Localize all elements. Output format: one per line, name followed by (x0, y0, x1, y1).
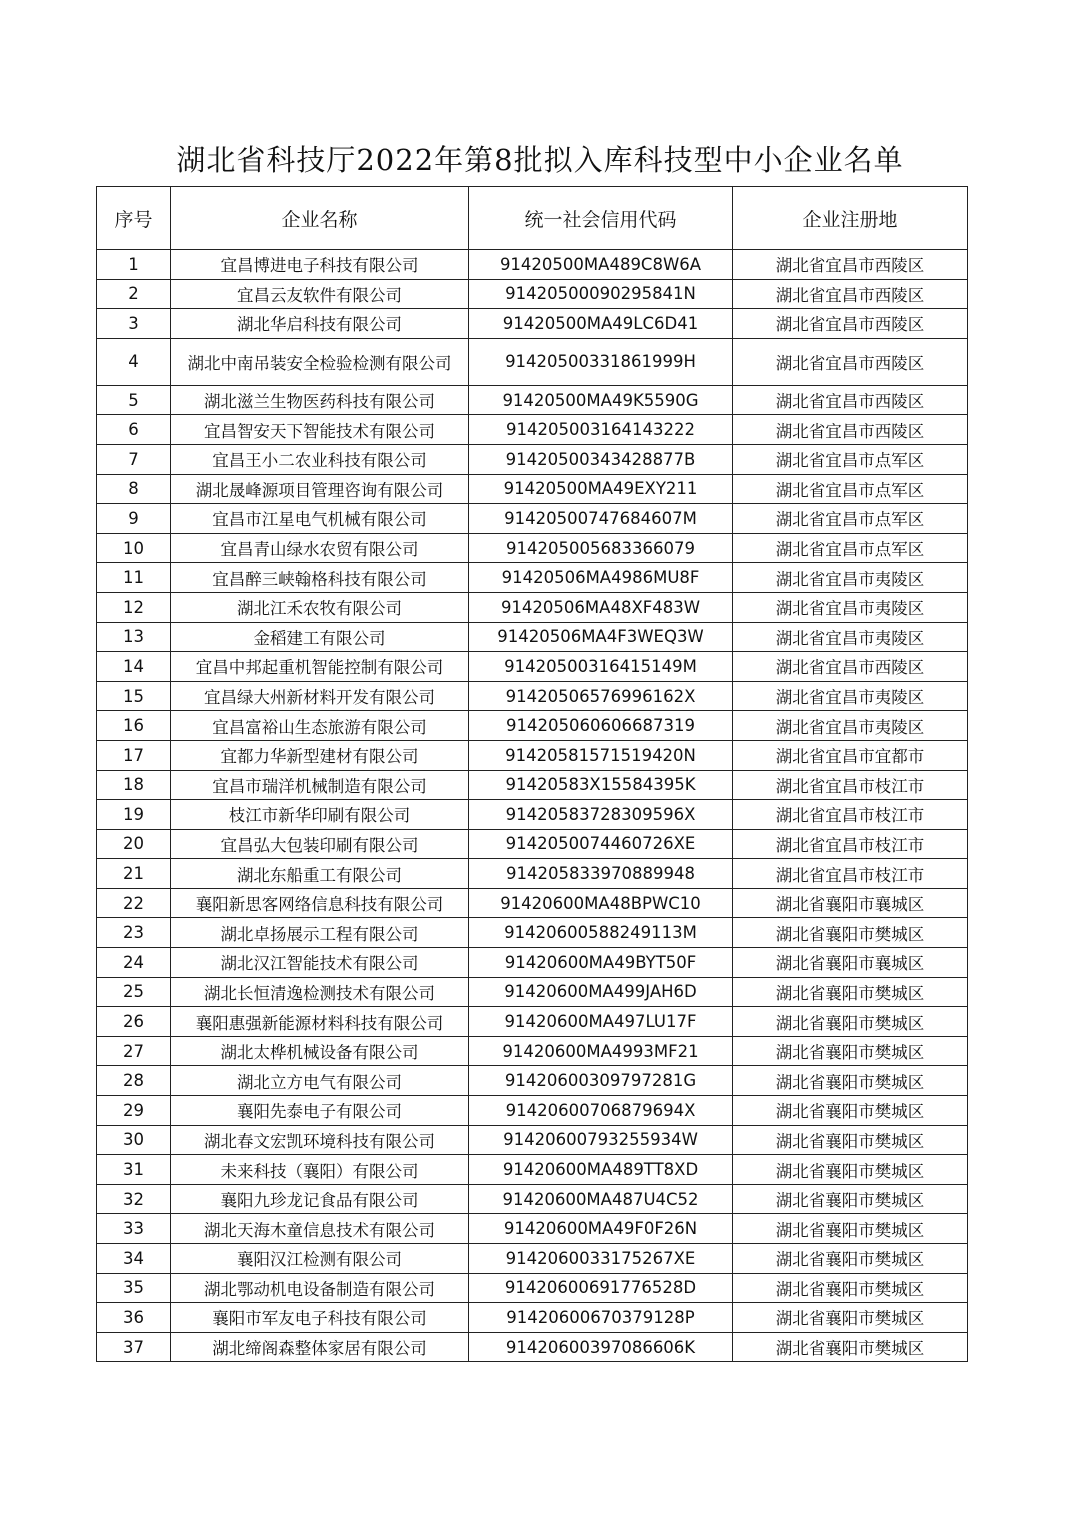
table-row (97, 1184, 968, 1214)
cell-code: 914205060606687319 (469, 711, 733, 741)
cell-name: 金稻建工有限公司 (171, 622, 469, 652)
table-row (97, 711, 968, 741)
cell-name: 襄阳新思客网络信息科技有限公司 (171, 888, 469, 918)
cell-name: 湖北缔阁森整体家居有限公司 (171, 1332, 469, 1362)
table-row (97, 1273, 968, 1303)
cell-region: 湖北省襄阳市樊城区 (733, 1066, 968, 1096)
cell-no: 1 (97, 250, 171, 280)
cell-name: 湖北天海木童信息技术有限公司 (171, 1214, 469, 1244)
cell-no: 9 (97, 504, 171, 534)
cell-no: 36 (97, 1303, 171, 1333)
cell-code: 91420600588249113M (469, 918, 733, 948)
cell-code: 91420600706879694X (469, 1096, 733, 1126)
cell-region: 湖北省襄阳市樊城区 (733, 1096, 968, 1126)
cell-code: 91420506MA4986MU8F (469, 563, 733, 593)
cell-no: 34 (97, 1244, 171, 1274)
cell-no: 15 (97, 681, 171, 711)
cell-region: 湖北省宜昌市枝江市 (733, 859, 968, 889)
cell-code: 91420600MA489TT8XD (469, 1155, 733, 1185)
cell-code: 91420600MA487U4C52 (469, 1184, 733, 1214)
cell-name: 湖北汉江智能技术有限公司 (171, 948, 469, 978)
table-body (97, 250, 968, 1362)
cell-region: 湖北省宜昌市西陵区 (733, 309, 968, 339)
cell-code: 91420600MA497LU17F (469, 1007, 733, 1037)
table-row (97, 740, 968, 770)
cell-code: 91420500MA489C8W6A (469, 250, 733, 280)
cell-name: 宜昌弘大包装印刷有限公司 (171, 829, 469, 859)
cell-code: 91420600670379128P (469, 1303, 733, 1333)
cell-name: 湖北华启科技有限公司 (171, 309, 469, 339)
table-row (97, 444, 968, 474)
cell-region: 湖北省襄阳市襄城区 (733, 948, 968, 978)
cell-no: 13 (97, 622, 171, 652)
cell-code: 91420500331861999H (469, 338, 733, 385)
cell-name: 湖北卓扬展示工程有限公司 (171, 918, 469, 948)
table-row (97, 888, 968, 918)
enterprise-table (96, 186, 968, 1362)
cell-region: 湖北省襄阳市樊城区 (733, 1332, 968, 1362)
cell-name: 湖北春文宏凯环境科技有限公司 (171, 1125, 469, 1155)
cell-code: 91420506576996162X (469, 681, 733, 711)
table-row (97, 1007, 968, 1037)
cell-name: 宜昌青山绿水农贸有限公司 (171, 533, 469, 563)
table-row (97, 250, 968, 280)
cell-name: 湖北长恒清逸检测技术有限公司 (171, 977, 469, 1007)
table-row (97, 338, 968, 385)
cell-no: 27 (97, 1036, 171, 1066)
cell-no: 6 (97, 415, 171, 445)
table-row (97, 800, 968, 830)
cell-code: 91420600691776528D (469, 1273, 733, 1303)
cell-no: 2 (97, 279, 171, 309)
cell-name: 湖北滋兰生物医药科技有限公司 (171, 385, 469, 415)
cell-region: 湖北省宜昌市西陵区 (733, 385, 968, 415)
table-row (97, 533, 968, 563)
cell-no: 7 (97, 444, 171, 474)
cell-code: 91420600793255934W (469, 1125, 733, 1155)
cell-name: 湖北晟峰源项目管理咨询有限公司 (171, 474, 469, 504)
cell-region: 湖北省襄阳市樊城区 (733, 1244, 968, 1274)
table-row (97, 1303, 968, 1333)
cell-no: 16 (97, 711, 171, 741)
cell-region: 湖北省宜昌市夷陵区 (733, 592, 968, 622)
cell-name: 湖北江禾农牧有限公司 (171, 592, 469, 622)
cell-code: 914205005683366079 (469, 533, 733, 563)
table-row (97, 563, 968, 593)
cell-code: 914205003164143222 (469, 415, 733, 445)
cell-no: 35 (97, 1273, 171, 1303)
cell-region: 湖北省宜昌市枝江市 (733, 770, 968, 800)
cell-code: 91420506MA4F3WEQ3W (469, 622, 733, 652)
cell-name: 宜都力华新型建材有限公司 (171, 740, 469, 770)
cell-name: 襄阳惠强新能源材料科技有限公司 (171, 1007, 469, 1037)
cell-region: 湖北省襄阳市樊城区 (733, 1184, 968, 1214)
cell-no: 19 (97, 800, 171, 830)
cell-code: 91420500747684607M (469, 504, 733, 534)
cell-no: 10 (97, 533, 171, 563)
cell-region: 湖北省宜昌市点军区 (733, 533, 968, 563)
cell-region: 湖北省宜昌市西陵区 (733, 415, 968, 445)
cell-region: 湖北省襄阳市樊城区 (733, 1036, 968, 1066)
cell-no: 28 (97, 1066, 171, 1096)
cell-region: 湖北省宜昌市西陵区 (733, 338, 968, 385)
cell-name: 襄阳先泰电子有限公司 (171, 1096, 469, 1126)
cell-code: 9142050074460726XE (469, 829, 733, 859)
cell-name: 湖北立方电气有限公司 (171, 1066, 469, 1096)
cell-name: 宜昌博进电子科技有限公司 (171, 250, 469, 280)
table-row (97, 1214, 968, 1244)
cell-name: 宜昌王小二农业科技有限公司 (171, 444, 469, 474)
cell-name: 湖北鄂动机电设备制造有限公司 (171, 1273, 469, 1303)
cell-code: 91420600309797281G (469, 1066, 733, 1096)
cell-region: 湖北省襄阳市樊城区 (733, 1214, 968, 1244)
cell-region: 湖北省宜昌市夷陵区 (733, 563, 968, 593)
cell-no: 29 (97, 1096, 171, 1126)
table-row (97, 1332, 968, 1362)
cell-region: 湖北省宜昌市夷陵区 (733, 711, 968, 741)
table-row (97, 504, 968, 534)
cell-no: 14 (97, 652, 171, 682)
cell-no: 33 (97, 1214, 171, 1244)
cell-code: 91420600MA49BYT50F (469, 948, 733, 978)
table-row (97, 681, 968, 711)
cell-no: 20 (97, 829, 171, 859)
cell-code: 91420600MA4993MF21 (469, 1036, 733, 1066)
cell-code: 91420600MA499JAH6D (469, 977, 733, 1007)
table-row (97, 592, 968, 622)
cell-name: 宜昌智安天下智能技术有限公司 (171, 415, 469, 445)
cell-no: 24 (97, 948, 171, 978)
cell-region: 湖北省襄阳市襄城区 (733, 888, 968, 918)
cell-no: 25 (97, 977, 171, 1007)
cell-code: 914205833970889948 (469, 859, 733, 889)
cell-region: 湖北省宜昌市点军区 (733, 474, 968, 504)
cell-region: 湖北省宜昌市夷陵区 (733, 622, 968, 652)
cell-region: 湖北省襄阳市樊城区 (733, 977, 968, 1007)
table-row (97, 1066, 968, 1096)
table-row (97, 977, 968, 1007)
cell-region: 湖北省襄阳市樊城区 (733, 1125, 968, 1155)
cell-name: 宜昌云友软件有限公司 (171, 279, 469, 309)
table-row (97, 474, 968, 504)
cell-region: 湖北省襄阳市樊城区 (733, 1155, 968, 1185)
cell-code: 91420500MA49K5590G (469, 385, 733, 415)
cell-code: 91420600397086606K (469, 1332, 733, 1362)
cell-region: 湖北省宜昌市宜都市 (733, 740, 968, 770)
cell-code: 9142060033175267XE (469, 1244, 733, 1274)
page-title: 湖北省科技厅2022年第8批拟入库科技型中小企业名单 (176, 143, 904, 177)
header-region: 企业注册地 (733, 187, 968, 250)
cell-no: 30 (97, 1125, 171, 1155)
cell-region: 湖北省宜昌市夷陵区 (733, 681, 968, 711)
cell-no: 32 (97, 1184, 171, 1214)
cell-no: 3 (97, 309, 171, 339)
cell-code: 91420500316415149M (469, 652, 733, 682)
cell-no: 8 (97, 474, 171, 504)
cell-code: 91420581571519420N (469, 740, 733, 770)
cell-no: 26 (97, 1007, 171, 1037)
table-row (97, 918, 968, 948)
table-row (97, 1244, 968, 1274)
cell-no: 23 (97, 918, 171, 948)
cell-code: 91420583728309596X (469, 800, 733, 830)
cell-name: 襄阳汉江检测有限公司 (171, 1244, 469, 1274)
cell-no: 17 (97, 740, 171, 770)
cell-code: 91420583X15584395K (469, 770, 733, 800)
cell-region: 湖北省宜昌市西陵区 (733, 652, 968, 682)
cell-name: 宜昌醉三峡翰格科技有限公司 (171, 563, 469, 593)
table-row (97, 652, 968, 682)
cell-name: 宜昌市江星电气机械有限公司 (171, 504, 469, 534)
cell-name: 宜昌绿大州新材料开发有限公司 (171, 681, 469, 711)
table-row (97, 279, 968, 309)
cell-region: 湖北省宜昌市枝江市 (733, 829, 968, 859)
cell-name: 湖北中南吊装安全检验检测有限公司 (171, 338, 469, 385)
cell-name: 宜昌中邦起重机智能控制有限公司 (171, 652, 469, 682)
cell-code: 91420600MA49F0F26N (469, 1214, 733, 1244)
cell-region: 湖北省宜昌市西陵区 (733, 279, 968, 309)
table-row (97, 770, 968, 800)
table-row (97, 948, 968, 978)
table-row (97, 1096, 968, 1126)
cell-name: 襄阳市军友电子科技有限公司 (171, 1303, 469, 1333)
table-row (97, 1125, 968, 1155)
cell-code: 91420500MA49EXY211 (469, 474, 733, 504)
cell-no: 11 (97, 563, 171, 593)
cell-name: 未来科技（襄阳）有限公司 (171, 1155, 469, 1185)
cell-no: 22 (97, 888, 171, 918)
cell-region: 湖北省襄阳市樊城区 (733, 918, 968, 948)
header-name: 企业名称 (171, 187, 469, 250)
cell-no: 18 (97, 770, 171, 800)
cell-no: 5 (97, 385, 171, 415)
table-row (97, 859, 968, 889)
cell-region: 湖北省宜昌市点军区 (733, 444, 968, 474)
table-row (97, 829, 968, 859)
cell-name: 襄阳九珍龙记食品有限公司 (171, 1184, 469, 1214)
cell-region: 湖北省襄阳市樊城区 (733, 1007, 968, 1037)
cell-name: 湖北太桦机械设备有限公司 (171, 1036, 469, 1066)
header-no: 序号 (97, 187, 171, 250)
table-row (97, 415, 968, 445)
cell-name: 枝江市新华印刷有限公司 (171, 800, 469, 830)
cell-no: 31 (97, 1155, 171, 1185)
cell-code: 91420600MA48BPWC10 (469, 888, 733, 918)
cell-code: 91420500090295841N (469, 279, 733, 309)
cell-code: 91420500MA49LC6D41 (469, 309, 733, 339)
cell-region: 湖北省宜昌市点军区 (733, 504, 968, 534)
header-code: 统一社会信用代码 (469, 187, 733, 250)
cell-code: 91420506MA48XF483W (469, 592, 733, 622)
table-row (97, 622, 968, 652)
cell-name: 湖北东船重工有限公司 (171, 859, 469, 889)
cell-no: 4 (97, 338, 171, 385)
table-header-row (97, 187, 968, 250)
cell-region: 湖北省宜昌市枝江市 (733, 800, 968, 830)
table-row (97, 1155, 968, 1185)
cell-region: 湖北省宜昌市西陵区 (733, 250, 968, 280)
table-row (97, 385, 968, 415)
cell-no: 37 (97, 1332, 171, 1362)
cell-code: 91420500343428877B (469, 444, 733, 474)
cell-name: 宜昌富裕山生态旅游有限公司 (171, 711, 469, 741)
cell-no: 21 (97, 859, 171, 889)
cell-region: 湖北省襄阳市樊城区 (733, 1273, 968, 1303)
cell-no: 12 (97, 592, 171, 622)
cell-name: 宜昌市瑞洋机械制造有限公司 (171, 770, 469, 800)
cell-region: 湖北省襄阳市樊城区 (733, 1303, 968, 1333)
table-row (97, 1036, 968, 1066)
table-row (97, 309, 968, 339)
